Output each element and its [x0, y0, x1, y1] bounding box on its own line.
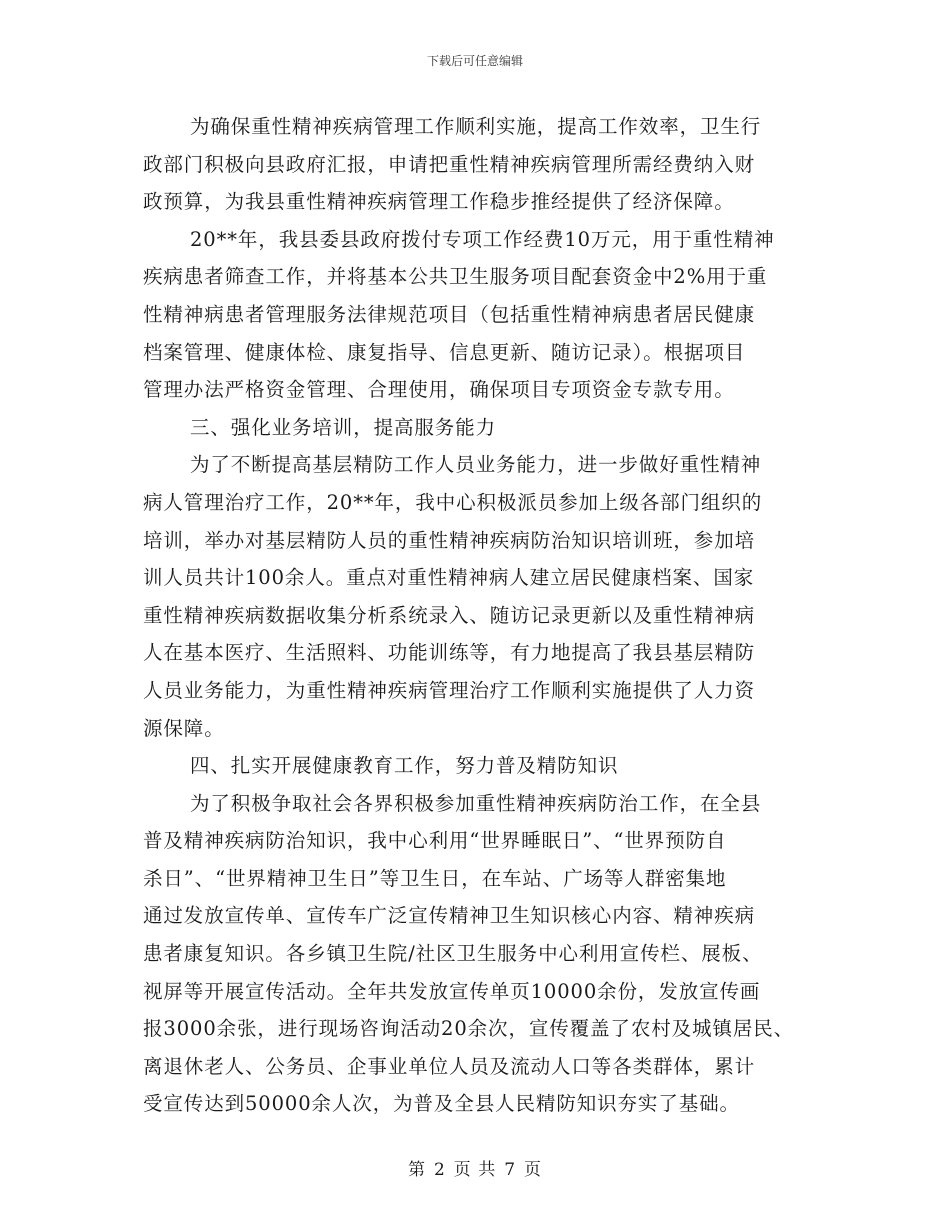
paragraph-line: 为了积极争取社会各界积极参加重性精神疾病防治工作，在全县: [190, 791, 762, 815]
footer-prefix: 第: [407, 1160, 426, 1180]
page-total: 7: [504, 1160, 517, 1180]
paragraph-line: 视屏等开展宣传活动。全年共发放宣传单页10000余份，发放宣传画: [143, 979, 761, 1003]
paragraph-line: 病人管理治疗工作，20**年，我中心积极派员参加上级各部门组织的: [143, 490, 763, 514]
section-heading: 四、扎实开展健康教育工作，努力普及精防知识: [190, 754, 619, 778]
paragraph-line: 重性精神疾病数据收集分析系统录入、随访记录更新以及重性精神病: [143, 603, 756, 627]
page-footer: [0, 1155, 950, 1180]
paragraph-line: 通过发放宣传单、宣传车广泛宣传精神卫生知识核心内容、精神疾病: [143, 904, 756, 928]
footer-suffix: 页: [524, 1160, 543, 1180]
paragraph-line: 培训，举办对基层精防人员的重性精神疾病防治知识培训班，参加培: [143, 528, 756, 552]
paragraph-line: 政部门积极向县政府汇报，申请把重性精神疾病管理所需经费纳入财: [143, 152, 756, 176]
paragraph-line: 人在基本医疗、生活照料、功能训练等，有力地提高了我县基层精防: [143, 641, 756, 665]
paragraph-line: 普及精神疾病防治知识，我中心利用“世界睡眠日”、“世界预防自: [143, 829, 727, 853]
paragraph-line: 训人员共计100余人。重点对重性精神病人建立居民健康档案、国家: [143, 566, 755, 590]
paragraph-line: 为确保重性精神疾病管理工作顺利实施，提高工作效率，卫生行: [190, 115, 762, 138]
section-heading: 三、强化业务培训，提高服务能力: [190, 415, 497, 439]
paragraph-line: 患者康复知识。各乡镇卫生院/社区卫生服务中心利用宣传栏、展板、: [143, 942, 763, 966]
paragraph-line: 为了不断提高基层精防工作人员业务能力，进一步做好重性精神: [190, 453, 762, 477]
paragraph-line: 杀日”、“世界精神卫生日”等卫生日，在车站、广场等人群密集地: [143, 866, 727, 890]
document-body: [143, 108, 823, 1123]
paragraph-line: 性精神病患者管理服务法律规范项目（包括重性精神病患者居民健康: [143, 302, 756, 326]
paragraph-line: 20**年，我县委县政府拨付专项工作经费10万元，用于重性精神: [190, 227, 775, 251]
paragraph-line: 报3000余张，进行现场咨询活动20余次，宣传覆盖了农村及城镇居民、: [143, 1017, 795, 1041]
paragraph-line: 人员业务能力，为重性精神疾病管理治疗工作顺利实施提供了人力资: [143, 678, 756, 702]
footer-mid: 页 共: [453, 1160, 497, 1180]
paragraph-line: 疾病患者筛查工作，并将基本公共卫生服务项目配套资金中2%用于重: [143, 265, 768, 289]
paragraph-line: 管理办法严格资金管理、合理使用，确保项目专项资金专款专用。: [143, 378, 735, 402]
page-header: 下载后可任意编辑: [426, 54, 523, 68]
paragraph-line: 政预算，为我县重性精神疾病管理工作稳步推经提供了经济保障。: [143, 190, 735, 214]
paragraph-line: 源保障。: [143, 716, 225, 740]
page-number: 2: [433, 1160, 446, 1180]
paragraph-line: 受宣传达到50000余人次，为普及全县人民精防知识夯实了基础。: [143, 1092, 740, 1116]
paragraph-line: 档案管理、健康体检、康复指导、信息更新、随访记录）。根据项目: [143, 340, 746, 364]
paragraph-line: 离退休老人、公务员、企事业单位人员及流动人口等各类群体，累计: [143, 1054, 756, 1078]
